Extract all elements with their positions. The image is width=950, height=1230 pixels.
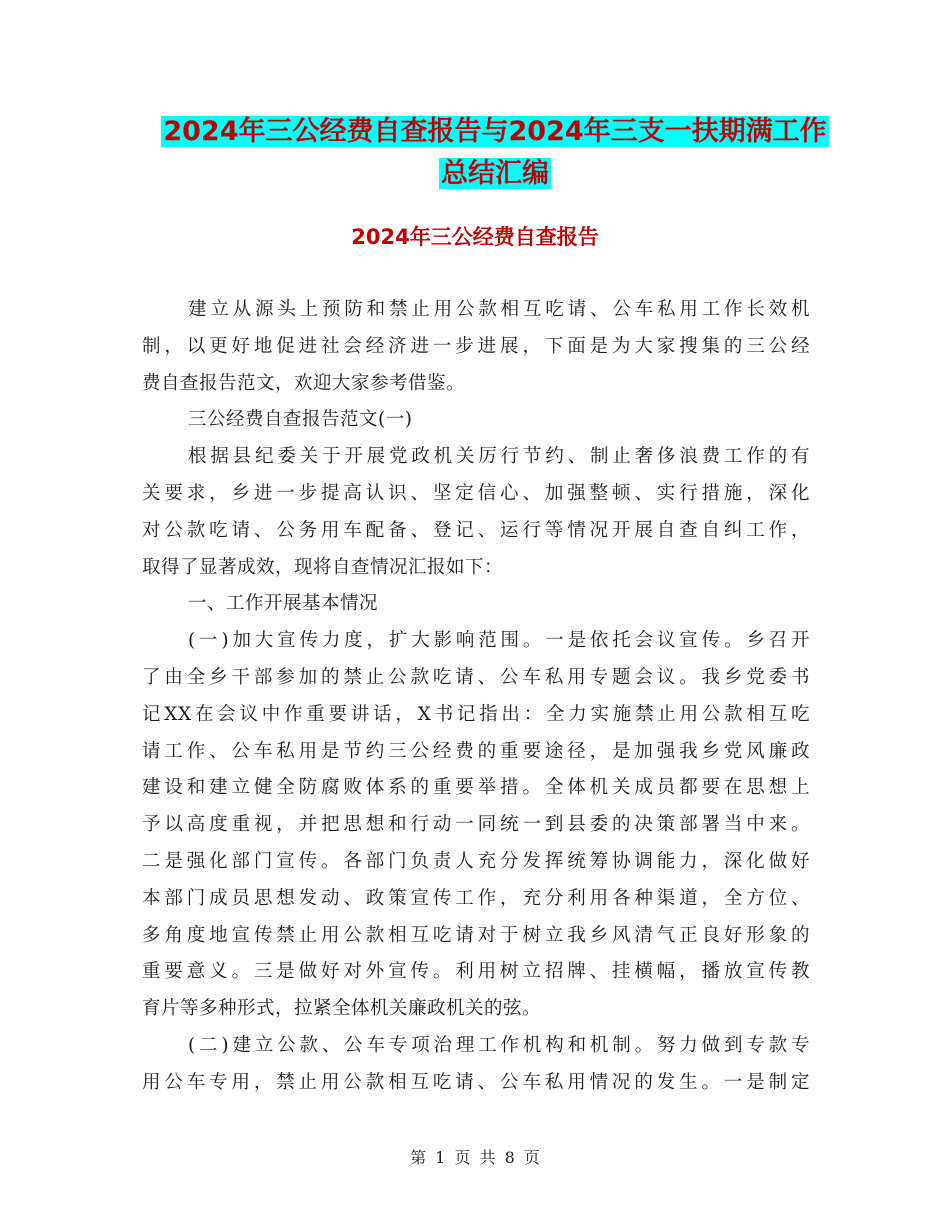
text-line: (二)建立公款、公车专项治理工作机构和机制。努力做到专款专 (188, 1034, 810, 1056)
text-line: 二是强化部门宣传。各部门负责人充分发挥统筹协调能力，深化做好 (142, 850, 810, 872)
page-footer: 第 1 页 共 8 页 (410, 1148, 540, 1167)
text-line: 请工作、公车私用是节约三公经费的重要途径，是加强我乡党风廉政 (142, 740, 810, 762)
text-line: 对公款吃请、公务用车配备、登记、运行等情况开展自查自纠工作， (142, 519, 810, 541)
text-line: 费自查报告范文，欢迎大家参考借鉴。 (142, 372, 466, 394)
body-text (142, 292, 810, 1102)
text-line: (一)加大宣传力度，扩大影响范围。一是依托会议宣传。乡召开 (188, 630, 810, 652)
text-line: 重要意义。三是做好对外宣传。利用树立招牌、挂横幅，播放宣传教 (142, 961, 810, 983)
title-highlight: 2024年三公经费自查报告与2024年三支一扶期满工作 (163, 116, 827, 147)
text-line: 记XX在会议中作重要讲话，X书记指出：全力实施禁止用公款相互吃 (142, 703, 810, 725)
text-line: 关要求，乡进一步提高认识、坚定信心、加强整顿、实行措施，深化 (142, 482, 810, 504)
text-line: 用公车专用，禁止用公款相互吃请、公车私用情况的发生。一是制定 (142, 1071, 810, 1093)
text-line: 根据县纪委关于开展党政机关厉行节约、制止奢侈浪费工作的有 (188, 446, 810, 468)
text-line: 育片等多种形式，拉紧全体机关廉政机关的弦。 (142, 998, 542, 1020)
text-line: 了由全乡干部参加的禁止公款吃请、公车私用专题会议。我乡党委书 (142, 666, 810, 688)
text-line: 予以高度重视，并把思想和行动一同统一到县委的决策部署当中来。 (142, 814, 810, 836)
section-title: 2024年三公经费自查报告 (351, 225, 599, 249)
title-highlight: 总结汇编 (441, 158, 549, 189)
document-title-line-1 (140, 110, 850, 154)
text-line: 一、工作开展基本情况 (188, 593, 379, 615)
text-line: 建立从源头上预防和禁止用公款相互吃请、公车私用工作长效机 (188, 299, 810, 320)
text-line: 多角度地宣传禁止用公款相互吃请对于树立我乡风清气正良好形象的 (142, 924, 810, 946)
document-title-line-2 (140, 152, 850, 196)
text-line: 取得了显著成效，现将自查情况汇报如下： (142, 556, 504, 578)
text-line: 制，以更好地促进社会经济进一步进展，下面是为大家搜集的三公经 (142, 335, 810, 357)
text-line: 建设和建立健全防腐败体系的重要举措。全体机关成员都要在思想上 (142, 777, 810, 799)
text-line: 本部门成员思想发动、政策宣传工作，充分利用各种渠道，全方位、 (142, 887, 810, 909)
text-line: 三公经费自查报告范文(一) (188, 409, 413, 431)
